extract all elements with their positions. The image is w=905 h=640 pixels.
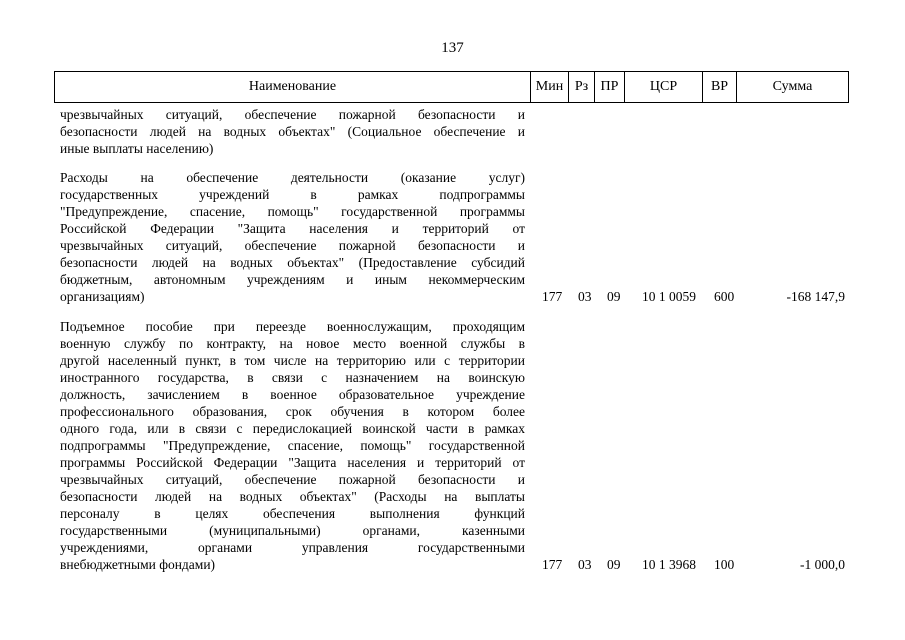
table-header [54,71,849,103]
row-text-line: Расходы на обеспечение деятельности (оказание услуг) [60,170,525,185]
row-text-line: иные выплаты населению) [60,141,214,156]
table-row [60,106,525,157]
header-rz: Рз [569,72,595,102]
cell-min: 177 [542,289,563,304]
row-text-line: безопасности людей на водных объектах" (Социальное обеспечение и [60,124,525,139]
row-text-line: персоналу в целях обеспечения выполнения функций [60,506,525,521]
cell-csr: 10 1 0059 [642,289,696,304]
cell-rz: 03 [578,557,592,572]
cell-min: 177 [542,557,563,572]
row-text-line: организациям) [60,289,145,304]
row-text-line: "Предупреждение, спасение, помощь" государственной программы [60,204,525,219]
header-csr: ЦСР [625,72,703,102]
row-text-line: Подъемное пособие при переезде военнослужащим, проходящим [60,319,525,334]
row-text-line: чрезвычайных ситуаций, обеспечение пожарной безопасности и [60,472,525,487]
cell-vr: 100 [714,557,735,572]
row-text-line: подпрограммы "Предупреждение, спасение, помощь" государственной [60,438,525,453]
row-text-line: военную службу по контракту, на новое место военной службы в [60,336,525,351]
cell-pr: 09 [607,289,621,304]
cell-vr: 600 [714,289,735,304]
row-text-line: государственными (муниципальными) органами, казенными [60,523,525,538]
row-text-line: чрезвычайных ситуаций, обеспечение пожарной безопасности и [60,107,525,122]
row-text-line: другой населенный пункт, в том числе на территорию или с территории [60,353,525,368]
row-text-line: безопасности людей на водных объектах" (Предоставление субсидий [60,255,525,270]
cell-rz: 03 [578,289,592,304]
cell-pr: 09 [607,557,621,572]
row-text-line: безопасности людей на водных объектах" (Расходы на выплаты [60,489,525,504]
cell-sum: -168 147,9 [786,289,845,304]
table-row [60,318,525,573]
row-text-line: внебюджетными фондами) [60,557,216,572]
header-name: Наименование [55,72,531,102]
row-text-line: программы Российской Федерации "Защита населения и территорий от [60,455,525,470]
header-vr: ВР [703,72,737,102]
cell-csr: 10 1 3968 [642,557,696,572]
header-min: Мин [531,72,569,102]
row-text-line: должность, зачислением в военное образовательное учреждение [60,387,525,402]
row-text-line: иностранного государства, в связи с назначением на воинскую [60,370,525,385]
row-codes [530,556,845,573]
row-text-line: учреждениями, органами управления государственными [60,540,525,555]
row-text-line: чрезвычайных ситуаций, обеспечение пожарной безопасности и [60,238,525,253]
row-text-line: одного года, или в связи с передислокацией воинской части в рамках [60,421,525,436]
row-text-line: Российской Федерации "Защита населения и территорий от [60,221,525,236]
cell-sum: -1 000,0 [800,557,845,572]
row-text-line: профессионального образования, срок обучения в котором более [60,404,525,419]
row-text-line: государственных учреждений в рамках подпрограммы [60,187,525,202]
table-row [60,169,525,305]
row-text-line: бюджетным, автономным учреждениям и иным некоммерческим [60,272,525,287]
row-codes [530,288,845,305]
header-pr: ПР [595,72,625,102]
page-number: 137 [441,40,464,56]
header-sum: Сумма [772,79,813,94]
